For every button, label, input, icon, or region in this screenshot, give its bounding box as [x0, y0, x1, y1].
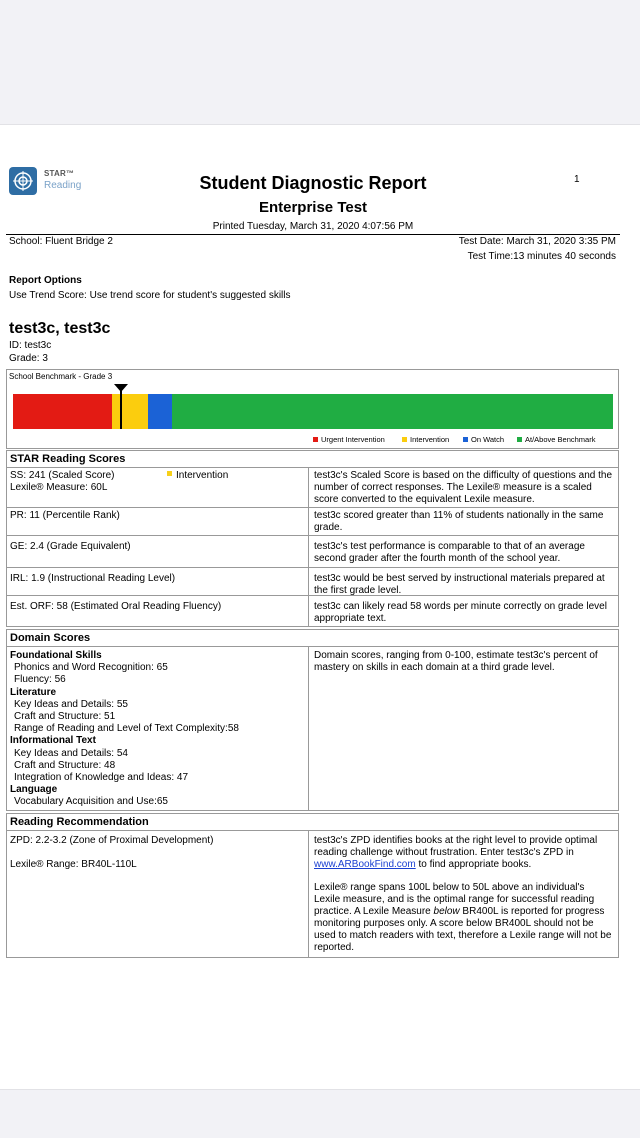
test-date: Test Date: March 31, 2020 3:35 PM	[458, 236, 616, 247]
report-subtitle: Enterprise Test	[258, 199, 368, 216]
irl-description: test3c would be best served by instructional materials prepared at the first grade level.	[308, 568, 618, 595]
domain-score: Craft and Structure: 48	[14, 759, 116, 771]
lexile-range: Lexile® Range: BR40L-110L	[10, 859, 137, 870]
reading-rec-heading: Reading Recommendation	[6, 813, 619, 831]
ss-description: test3c's Scaled Score is based on the difficulty of questions and the number of correct responses. The Lexile® measure is a scaled score converted to the equivalent Lexile measure.	[308, 468, 618, 507]
reading-rec-description	[308, 831, 618, 957]
arbookfind-link[interactable]: www.ARBookFind.com	[314, 859, 416, 870]
report-title: Student Diagnostic Report	[199, 173, 427, 193]
grade-equivalent: GE: 2.4 (Grade Equivalent)	[10, 541, 131, 552]
domain-score: Key Ideas and Details: 55	[14, 698, 128, 710]
score-marker-line	[120, 387, 122, 429]
irl-row	[6, 568, 619, 596]
benchmark-chart	[6, 369, 619, 449]
logo-star-text: STAR™	[44, 169, 75, 178]
lexile-measure: Lexile® Measure: 60L	[10, 482, 108, 493]
benchmark-segment-on-watch	[148, 394, 172, 429]
printed-timestamp: Printed Tuesday, March 31, 2020 4:07:56 PM	[212, 221, 414, 232]
percentile-rank: PR: 11 (Percentile Rank)	[10, 510, 120, 521]
orf-description: test3c can likely read 58 words per minute correctly on grade level appropriate text.	[308, 596, 618, 626]
instructional-reading-level: IRL: 1.9 (Instructional Reading Level)	[10, 573, 176, 584]
domain-description: Domain scores, ranging from 0-100, estimate test3c's percent of mastery on skills in each domain at a third grade level.	[308, 647, 618, 810]
pr-description: test3c scored greater than 11% of students nationally in the same grade.	[308, 508, 618, 535]
legend-urgent: Urgent Intervention	[313, 435, 385, 444]
domain-list	[10, 650, 305, 809]
estimated-orf: Est. ORF: 58 (Estimated Oral Reading Fluency)	[10, 601, 222, 612]
domain-score: Phonics and Word Recognition: 65	[14, 662, 168, 674]
scaled-score: SS: 241 (Scaled Score)	[10, 470, 115, 481]
test-time: Test Time:13 minutes 40 seconds	[467, 251, 616, 262]
domain-score: Fluency: 56	[14, 674, 66, 686]
star-scores-heading: STAR Reading Scores	[6, 450, 619, 468]
benchmark-label: School Benchmark - Grade 3	[9, 372, 113, 381]
legend-on-watch: On Watch	[463, 435, 504, 444]
ss-row	[6, 468, 619, 508]
header-divider	[6, 234, 620, 235]
benchmark-segment-intervention	[112, 394, 148, 429]
domain-score: Key Ideas and Details: 54	[14, 747, 128, 759]
zpd-description: test3c's ZPD identifies books at the right level to provide optimal reading challenge without frustration. Enter test3c's ZPD in www.ARBookFind.com to find appropriate books.	[314, 835, 598, 870]
report-page	[0, 124, 640, 1090]
score-marker-icon	[114, 384, 128, 392]
orf-row	[6, 596, 619, 627]
pr-row	[6, 508, 619, 536]
zpd-range: ZPD: 2.2-3.2 (Zone of Proximal Development)	[10, 835, 214, 846]
report-options-heading: Report Options	[9, 275, 82, 286]
logo-reading-text: Reading	[44, 180, 82, 191]
domain-score: Vocabulary Acquisition and Use:65	[14, 796, 168, 808]
domain-score: Integration of Knowledge and Ideas: 47	[14, 772, 189, 784]
school-name: School: Fluent Bridge 2	[9, 236, 113, 247]
student-grade: Grade: 3	[9, 353, 48, 364]
domain-category: Informational Text	[10, 735, 96, 747]
student-name: test3c, test3c	[9, 320, 111, 337]
domain-category: Language	[10, 784, 58, 796]
legend-at-above: At/Above Benchmark	[517, 435, 595, 444]
ge-description: test3c's test performance is comparable to that of an average second grader after the fourth month of the school year.	[308, 536, 618, 567]
benchmark-segment-urgent-intervention	[13, 394, 112, 429]
reading-rec-row	[6, 831, 619, 958]
domain-category: Literature	[10, 686, 57, 698]
benchmark-segment-at-above-benchmark	[172, 394, 613, 429]
ge-row	[6, 536, 619, 568]
student-id: ID: test3c	[9, 340, 52, 351]
page-number: 1	[574, 174, 580, 185]
domain-category: Foundational Skills	[10, 650, 102, 661]
domain-row	[6, 647, 619, 811]
domain-score: Range of Reading and Level of Text Complexity:58	[14, 723, 239, 735]
legend-intervention: Intervention	[402, 435, 449, 444]
lexile-range-description: Lexile® range spans 100L below to 50L above an individual's Lexile measure, and is the optimal range for successful reading practice. A Lexile Measure below BR400L is reported for progress monitoring purposes only. A score below BR400L should not be used to match readers with text, therefore a Lexile range will not be reported.	[314, 882, 612, 953]
domain-scores-heading: Domain Scores	[6, 629, 619, 647]
domain-score: Craft and Structure: 51	[14, 711, 116, 723]
report-options-text: Use Trend Score: Use trend score for student's suggested skills	[9, 290, 291, 301]
category-badge: Intervention	[167, 470, 228, 481]
